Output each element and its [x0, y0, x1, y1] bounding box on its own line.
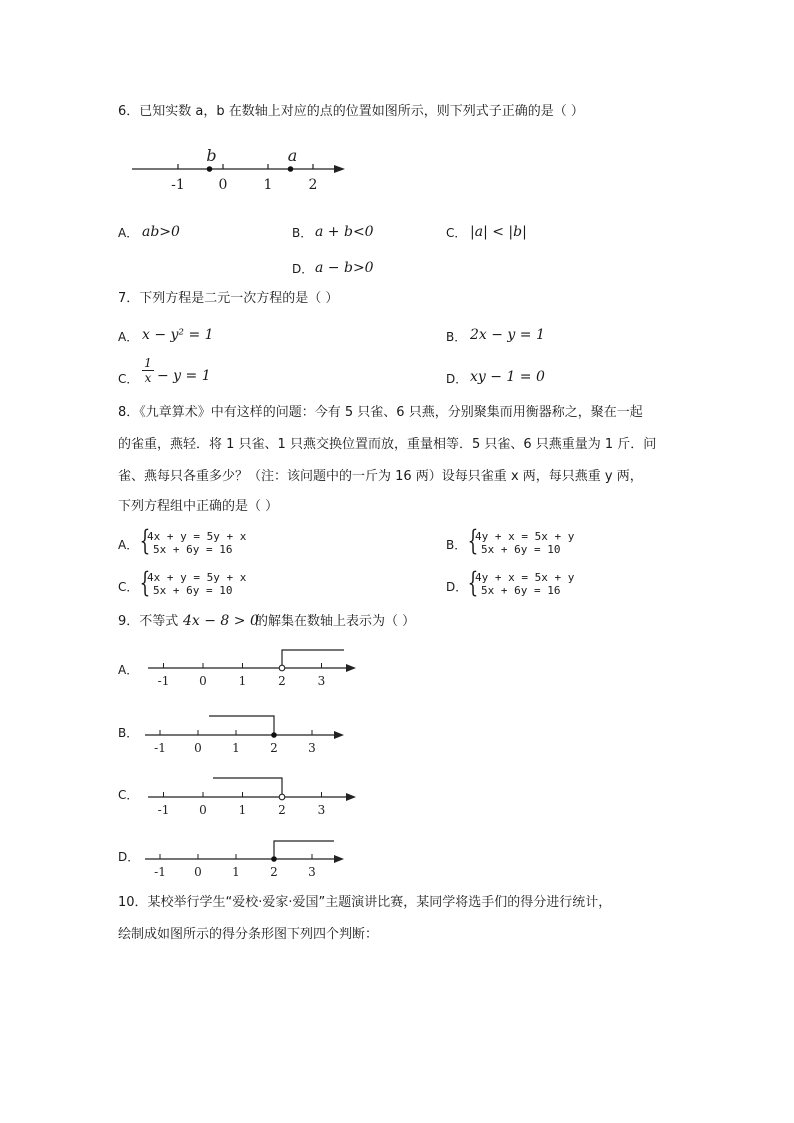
- q7-stem: 7．下列方程是二元一次方程的是（ ）: [118, 291, 339, 306]
- q9-stem-pre: 9．不等式: [118, 614, 179, 629]
- q9-tick-label: 0: [199, 803, 207, 817]
- q8-option-d-brace: {: [467, 566, 479, 599]
- q9-option-c-letter: C．: [118, 788, 139, 802]
- q9-option-a-letter: A．: [118, 663, 139, 677]
- q7-option-d-letter: D．: [446, 372, 468, 386]
- q9-option-b-letter: B．: [118, 726, 139, 740]
- q9-tick-label: -1: [154, 741, 166, 755]
- q9-solution-bracket: [209, 716, 274, 735]
- q9-option-d-letter: D．: [118, 850, 140, 864]
- q9-tick-label: 0: [199, 674, 207, 688]
- q9-arrow: [346, 793, 356, 801]
- q9-tick-label: 1: [238, 803, 247, 817]
- q9-solution-bracket: [213, 778, 282, 797]
- q7-fraction-numerator: 1: [142, 356, 154, 371]
- q8-option-b-letter: B．: [446, 538, 467, 552]
- q7-option-b-letter: B．: [446, 330, 467, 344]
- q8-option-d-eq1: 4y + x = 5x + y: [475, 571, 575, 584]
- q6-tick-label: 2: [308, 177, 318, 193]
- q8-line-4: 下列方程组中正确的是（ ）: [118, 499, 279, 514]
- q9-tick-label: -1: [157, 803, 170, 817]
- q9-tick-label: 0: [194, 741, 202, 755]
- q9-tick-label: 2: [278, 674, 286, 688]
- q7-option-b: 2x − y = 1: [470, 327, 545, 343]
- q6-option-d-letter: D．: [292, 262, 314, 276]
- q9-tick-label: 1: [232, 865, 240, 879]
- q9-tick-label: 2: [270, 865, 278, 879]
- q8-line-2: 的雀重，燕轻．将 1 只雀、1 只燕交换位置而放，重量相等．5 只雀、6 只燕重量为 1 斤．问: [118, 437, 657, 452]
- q7-option-c-fraction: [142, 356, 154, 385]
- q8-option-c-eq2: 5x + 6y = 10: [153, 584, 233, 597]
- q9-tick-label: 3: [308, 741, 316, 755]
- q7-option-c-rest: − y = 1: [157, 368, 211, 384]
- q8-option-c-eq1: 4x + y = 5y + x: [147, 571, 247, 584]
- q6-option-a: ab>0: [142, 224, 180, 240]
- q7-option-d: xy − 1 = 0: [470, 369, 545, 385]
- q9-solution-bracket: [282, 650, 344, 668]
- q9-tick-label: 3: [308, 865, 316, 879]
- q9-tick-label: 1: [232, 741, 240, 755]
- q6-option-d: a − b>0: [315, 260, 374, 276]
- q8-option-a-letter: A．: [118, 538, 139, 552]
- q8-option-a-eq1: 4x + y = 5y + x: [147, 530, 247, 543]
- q8-option-b-eq1: 4y + x = 5x + y: [475, 530, 575, 543]
- q8-option-a-brace: {: [139, 524, 151, 557]
- q7-option-a: x − y² = 1: [142, 327, 214, 343]
- q9-tick-label: 2: [270, 741, 278, 755]
- q8-option-c-letter: C．: [118, 580, 139, 594]
- q6-option-b: a + b<0: [315, 224, 374, 240]
- q9-tick-label: 2: [278, 803, 286, 817]
- q8-option-b-eq2: 5x + 6y = 10: [481, 543, 561, 556]
- q6-arrow: [334, 165, 345, 173]
- q8-option-c-brace: {: [139, 566, 151, 599]
- q9-tick-label: 3: [317, 803, 326, 817]
- q9-tick-label: 3: [317, 674, 326, 688]
- q10-line-1: 10．某校举行学生“爱校·爱家·爱国”主题演讲比赛，某同学将选手们的得分进行统计，: [118, 895, 612, 910]
- q9-closed-dot: [271, 732, 277, 738]
- q8-option-d-eq2: 5x + 6y = 16: [481, 584, 561, 597]
- q9-arrow: [334, 855, 344, 863]
- q6-option-c-letter: C．: [446, 226, 467, 240]
- q9-tick-label: -1: [157, 674, 170, 688]
- q10-line-2: 绘制成如图所示的得分条形图下列四个判断：: [118, 927, 379, 942]
- q9-stem-post: 的解集在数轴上表示为（ ）: [255, 614, 416, 629]
- q8-option-d-letter: D．: [446, 580, 468, 594]
- q6-point-a: [288, 166, 294, 172]
- q9-solution-bracket: [274, 841, 334, 859]
- q9-tick-label: 0: [194, 865, 202, 879]
- q8-line-3: 雀、燕每只各重多少？（注：该问题中的一斤为 16 两）设每只雀重 x 两，每只燕重 y 两，: [118, 469, 643, 484]
- q6-option-c: |a| < |b|: [470, 224, 527, 240]
- q8-option-a-eq2: 5x + 6y = 16: [153, 543, 233, 556]
- q9-open-dot: [279, 665, 285, 671]
- q6-stem: 6．已知实数 a，b 在数轴上对应的点的位置如图所示，则下列式子正确的是（ ）: [118, 104, 584, 119]
- q6-option-a-letter: A．: [118, 226, 139, 240]
- q8-line-1: 8．《九章算术》中有这样的问题：今有 5 只雀、6 只燕，分别聚集而用衡器称之，聚在一起: [118, 405, 643, 420]
- q9-closed-dot: [271, 856, 277, 862]
- q6-point-a-label: a: [287, 146, 298, 165]
- q9-stem-expr: 4x − 8 > 0: [183, 613, 259, 629]
- q6-tick-label: -1: [171, 177, 185, 193]
- q9-arrow: [346, 664, 356, 672]
- q7-option-a-letter: A．: [118, 330, 139, 344]
- q7-option-c-letter: C．: [118, 372, 139, 386]
- q7-fraction-denominator: x: [144, 371, 152, 385]
- q9-tick-label: -1: [154, 865, 166, 879]
- q6-option-b-letter: B．: [292, 226, 313, 240]
- q6-tick-label: 0: [218, 177, 228, 193]
- q9-tick-label: 1: [238, 674, 247, 688]
- q8-option-b-brace: {: [467, 524, 479, 557]
- q9-open-dot: [279, 794, 285, 800]
- q6-point-b-label: b: [206, 146, 217, 165]
- q9-arrow: [334, 731, 344, 739]
- q6-point-b: [207, 166, 213, 172]
- q6-tick-label: 1: [263, 177, 273, 193]
